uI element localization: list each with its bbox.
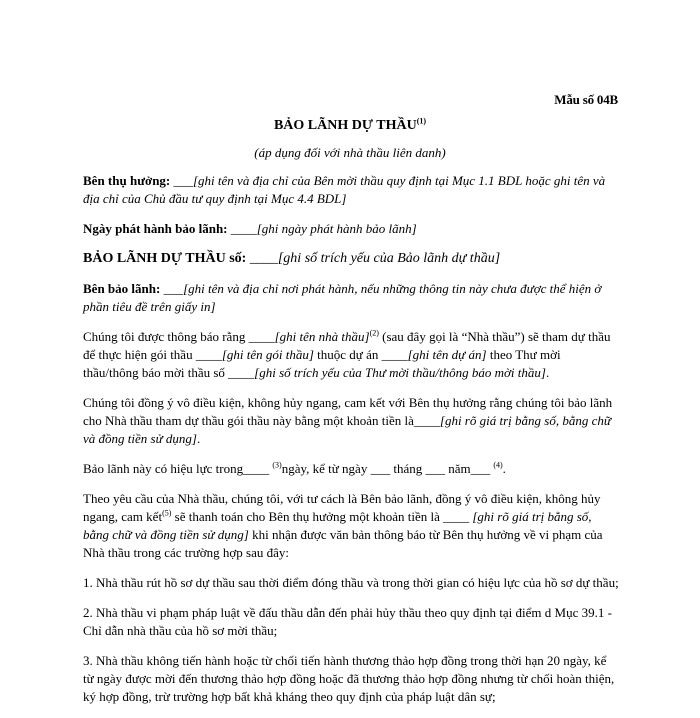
beneficiary-field	[83, 172, 619, 208]
beneficiary-blank: ___	[170, 173, 193, 188]
paragraph-payment	[83, 490, 619, 562]
para3-footnote-ref-3: (3)	[272, 460, 282, 470]
para4-text-2: sẽ thanh toán cho Bên thụ hưởng một khoản tiền là ____	[171, 509, 473, 524]
para1-text-1: Chúng tôi được thông báo rằng ____	[83, 329, 275, 344]
guarantor-hint: [ghi tên và địa chỉ nơi phát hành, nếu những thông tin này chưa được thể hiện ở phần tiêu đề trên giấy in]	[83, 281, 602, 314]
guarantor-field	[83, 280, 619, 316]
para1-hint-contractor: [ghi tên nhà thầu]	[274, 329, 370, 344]
list-item: 1. Nhà thầu rút hồ sơ dự thầu sau thời điểm đóng thầu và trong thời gian có hiệu lực của hồ sơ dự thầu;	[83, 575, 619, 590]
paragraph-commitment	[83, 394, 619, 448]
form-number: Mẫu số 04B	[554, 92, 618, 107]
para3-text-2: ngày, kể từ ngày ___ tháng ___ năm___	[281, 461, 494, 476]
paragraph-validity	[83, 460, 619, 478]
para4-text-3: khi nhận được văn bản thông báo từ Bên thụ hưởng về vi phạm của Nhà thầu trong các trường hợp sau đây:	[83, 527, 603, 560]
issue-date-field	[83, 220, 619, 238]
guarantee-number-label: BẢO LÃNH DỰ THẦU số:	[83, 251, 247, 266]
title-footnote-ref: (1)	[416, 116, 427, 126]
issue-date-hint: [ghi ngày phát hành bảo lãnh]	[256, 221, 417, 236]
list-item: 3. Nhà thầu không tiến hành hoặc từ chối tiến hành thương thảo hợp đồng trong thời hạn 20 ngày, kể từ ngày được mời đến thương thảo hợp đồng hoặc đã thương thảo hợp đồng nhưng từ chối hoàn thiện, ký hợp đồng, trừ trường hợp bất khả kháng theo quy định của pháp luật dân sự;	[83, 653, 615, 704]
para1-footnote-ref: (2)	[369, 328, 379, 338]
para4-footnote-ref: (5)	[162, 508, 172, 518]
para1-text-2: (sau đây gọi là “Nhà thầu”) sẽ tham dự thầu để thực hiện gói thầu ____	[83, 329, 611, 362]
para1-text-3: thuộc dự án ____	[313, 347, 408, 362]
para3-footnote-ref-4: (4)	[493, 460, 503, 470]
list-item: 2. Nhà thầu vi phạm pháp luật về đấu thầu dẫn đến phải hủy thầu theo quy định tại điểm d Mục 39.1 - Chỉ dẫn nhà thầu của hồ sơ mời thầu;	[83, 605, 612, 638]
para3-text-3: .	[502, 461, 506, 476]
para3-text-1: Bảo lãnh này có hiệu lực trong____	[83, 461, 273, 476]
paragraph-notification	[83, 328, 619, 382]
document-subtitle: (áp dụng đối với nhà thầu liên danh)	[254, 145, 446, 160]
para1-hint-invitation: [ghi số trích yếu của Thư mời thầu/thông báo mời thầu]	[254, 365, 546, 380]
para2-text-2: .	[196, 431, 201, 446]
para1-hint-project: [ghi tên dự án]	[407, 347, 487, 362]
para4-text-1: Theo yêu cầu của Nhà thầu, chúng tôi, với tư cách là Bên bảo lãnh, đồng ý vô điều kiện, không hủy ngang, cam kết	[83, 491, 601, 524]
issue-date-blank: ____	[227, 221, 257, 236]
beneficiary-hint: [ghi tên và địa chỉ của Bên mời thầu quy định tại Mục 1.1 BDL hoặc ghi tên và địa chỉ của Chủ đầu tư quy định tại Mục 4.4 BDL]	[83, 173, 606, 206]
document-body	[83, 172, 619, 718]
para2-text-1: Chúng tôi đồng ý vô điều kiện, không hủy ngang, cam kết với Bên thụ hưởng rằng chúng tôi bảo lãnh cho Nhà thầu tham dự thầu gói thầu này bằng một khoản tiền là____	[83, 395, 613, 428]
guarantor-blank: ___	[160, 281, 184, 296]
issue-date-label: Ngày phát hành bảo lãnh:	[83, 221, 228, 236]
para1-text-4: theo Thư mời thầu/thông báo mời thầu số ____	[83, 347, 561, 380]
guarantee-number-blank: ____	[246, 251, 278, 266]
para1-text-5: .	[545, 365, 550, 380]
document-title	[0, 118, 700, 134]
para4-hint-amount: [ghi rõ giá trị bằng số, bằng chữ và đồng tiền sử dụng]	[83, 509, 592, 542]
title-text: BẢO LÃNH DỰ THẦU	[273, 118, 417, 133]
para2-hint-amount: [ghi rõ giá trị bằng số, bằng chữ và đồng tiền sử dụng]	[83, 413, 611, 446]
beneficiary-label: Bên thụ hưởng:	[83, 173, 171, 188]
guarantee-number-hint: [ghi số trích yếu của Bảo lãnh dự thầu]	[277, 251, 501, 266]
para1-hint-package: [ghi tên gói thầu]	[221, 347, 314, 362]
guarantee-number-field	[83, 250, 619, 268]
guarantor-label: Bên bảo lãnh:	[83, 281, 161, 296]
